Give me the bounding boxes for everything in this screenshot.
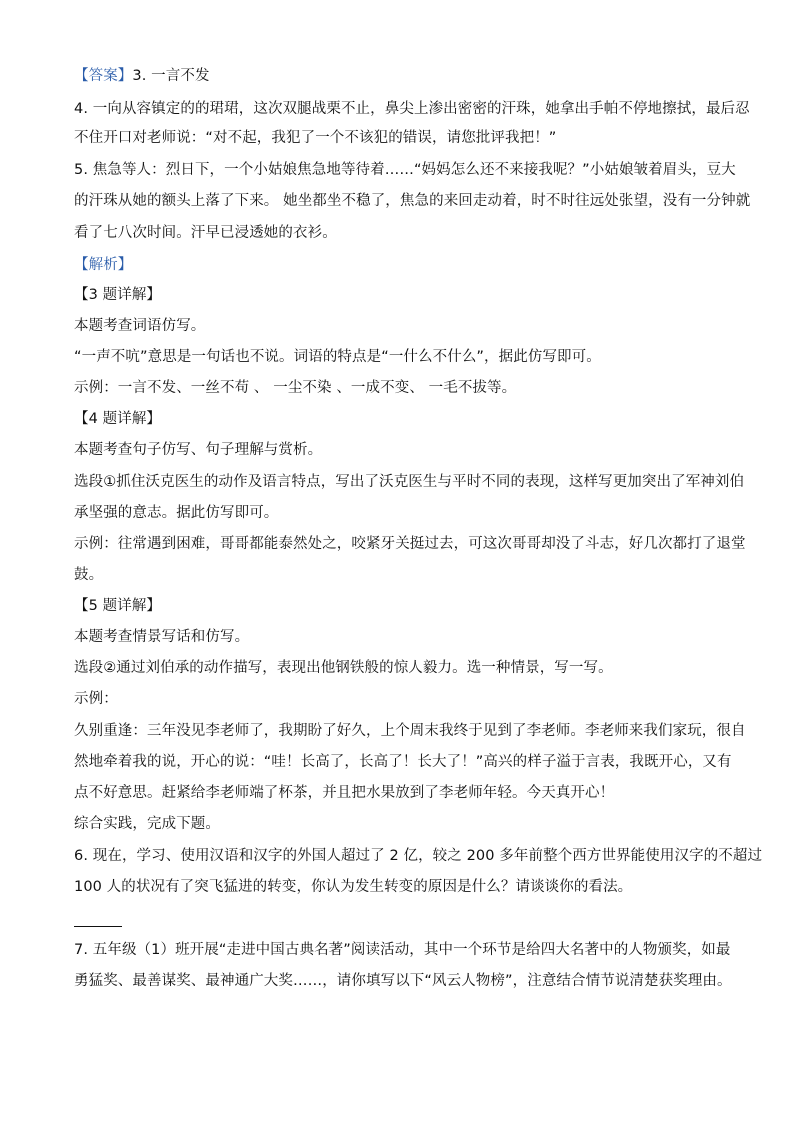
q3-line-1: 本题考查词语仿写。 [74, 318, 206, 334]
q4-line-1: 本题考查句子仿写、句子理解与赏析。 [74, 442, 323, 458]
q5-line-2: 选段②通过刘伯承的动作描写，表现出他钢铁般的惊人毅力。选一种情景，写一写。 [74, 660, 613, 676]
answer-5-line-3: 看了七八次时间。汗早已浸透她的衣衫。 [74, 225, 337, 241]
q4-line-4: 示例：往常遇到困难，哥哥都能泰然处之，咬紧牙关挺过去，可这次哥哥却没了斗志，好几次都打了退堂 [74, 536, 746, 552]
q4-line-3: 承坚强的意志。据此仿写即可。 [74, 505, 279, 521]
answer-tag: 【答案】 [74, 68, 133, 84]
q4-heading: 【4 题详解】 [74, 411, 162, 427]
q5-line-3: 示例： [74, 691, 118, 707]
q5-heading: 【5 题详解】 [74, 598, 162, 614]
q5-line-5: 然地牵着我的说，开心的说：“哇！长高了，长高了！长大了！”高兴的样子溢于言表，我既开心，又有 [74, 754, 732, 770]
q3-line-2: “一声不吭”意思是一句话也不说。词语的特点是“一什么不什么”，据此仿写即可。 [74, 349, 601, 365]
q5-line-4: 久别重逢：三年没见李老师了，我期盼了好久，上个周末我终于见到了李老师。李老师来我们家玩，很自 [74, 723, 746, 739]
answer-4-line-2: 不住开口对老师说：“对不起，我犯了一个不该犯的错误，请您批评我把！” [74, 130, 557, 146]
q4-line-5: 鼓。 [74, 567, 104, 583]
q7-line-1: 7. 五年级（1）班开展“走进中国古典名著”阅读活动，其中一个环节是给四大名著中的人物颁奖，如最 [74, 942, 731, 958]
analysis-tag: 【解析】 [74, 257, 133, 273]
answer-5-line-1: 5. 焦急等人：烈日下，一个小姑娘焦急地等待着……“妈妈怎么还不来接我呢？”小姑娘皱着眉头，豆大 [74, 162, 736, 178]
q5-line-6: 点不好意思。赶紧给李老师端了杯茶，并且把水果放到了李老师年轻。今天真开心！ [74, 785, 615, 801]
answer-4-line-1: 4. 一向从容镇定的的珺珺，这次双腿战栗不止，鼻尖上渗出密密的汗珠，她拿出手帕不停地擦拭，最后忍 [74, 101, 750, 117]
q7-line-2: 勇猛奖、最善谋奖、最神通广大奖……，请你填写以下“风云人物榜”，注意结合情节说清楚获奖理由。 [74, 973, 732, 989]
answer-line: 【答案】3. 一言不发 [74, 68, 210, 84]
q5-line-1: 本题考查情景写话和仿写。 [74, 629, 250, 645]
q3-line-3: 示例：一言不发、一丝不苟 、 一尘不染 、一成不变、 一毛不拔等。 [74, 380, 517, 396]
q4-line-2: 选段①抓住沃克医生的动作及语言特点，写出了沃克医生与平时不同的表现，这样写更加突出了军神刘伯 [74, 474, 745, 490]
analysis-heading [74, 255, 734, 275]
answer-blank-line [74, 926, 122, 927]
q3-heading: 【3 题详解】 [74, 287, 162, 303]
q6-line-2: 100 人的状况有了突飞猛进的转变，你认为发生转变的原因是什么？请谈谈你的看法。 [74, 879, 633, 895]
section-intro: 综合实践，完成下题。 [74, 816, 220, 832]
answer-5-line-2: 的汗珠从她的额头上落了下来。 她坐都坐不稳了，焦急的来回走动着，时不时往远处张望，没有一分钟就 [74, 193, 751, 209]
q6-line-1: 6. 现在，学习、使用汉语和汉字的外国人超过了 2 亿，较之 200 多年前整个西方世界能使用汉字的不超过 [74, 848, 763, 864]
